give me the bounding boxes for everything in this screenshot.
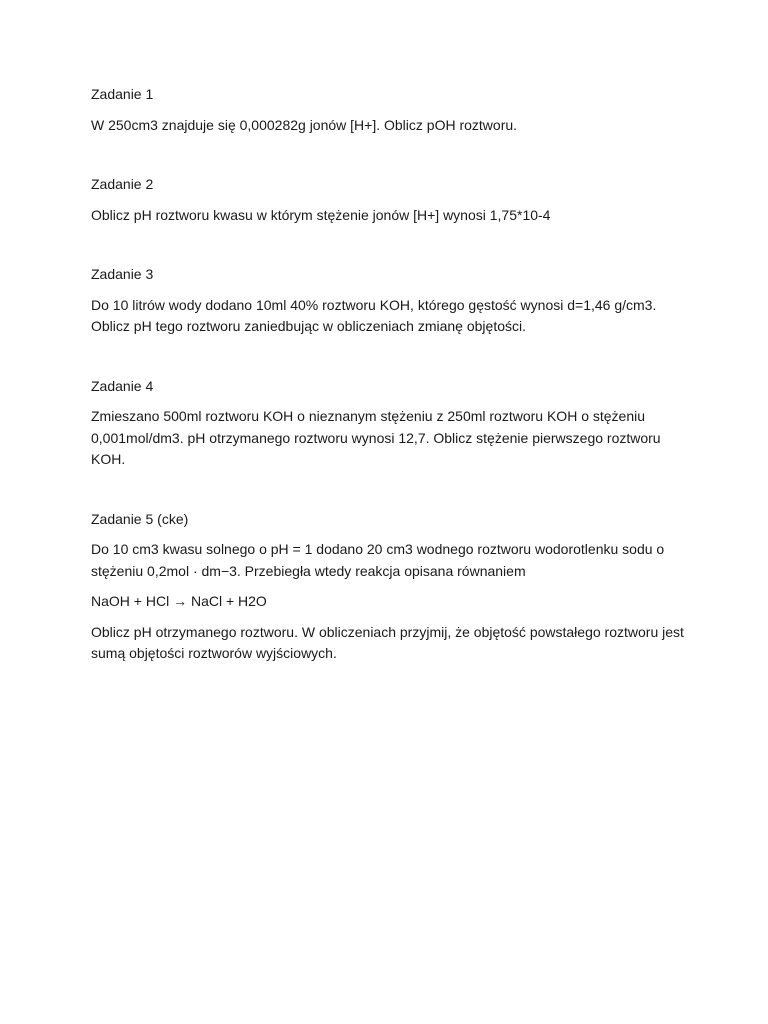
task-text: Oblicz pH roztworu kwasu w którym stężenie jonów [H+] wynosi 1,75*10-4: [91, 206, 551, 223]
task-3: [91, 264, 691, 338]
task-title: Zadanie 2: [91, 176, 154, 192]
task-5: [91, 509, 691, 665]
reaction-equation: NaOH + HCl → NaCl + H2O: [91, 593, 267, 609]
task-4: [91, 376, 691, 471]
task-title: Zadanie 5 (cke): [91, 510, 189, 527]
task-text: W 250cm3 znajduje się 0,000282g jonów [H+]. Oblicz pOH roztworu.: [91, 116, 518, 133]
task-text: Do 10 cm3 kwasu solnego o pH = 1 dodano 20 cm3 wodnego roztworu wodorotlenku sodu o stężeniu 0,2mol · dm−3. Przebiegła wtedy reakcja opisana równaniem: [91, 541, 665, 579]
document-page: [91, 84, 691, 703]
task-2: [91, 174, 691, 226]
task-title: Zadanie 4: [91, 377, 154, 394]
task-text: Zmieszano 500ml roztworu KOH o nieznanym stężeniu z 250ml roztworu KOH o stężeniu 0,001mol/dm3. pH otrzymanego roztworu wynosi 12,7. Oblicz stężenie pierwszego roztworu KOH.: [91, 408, 661, 467]
task-text: Do 10 litrów wody dodano 10ml 40% roztworu KOH, którego gęstość wynosi d=1,46 g/cm3. Oblicz pH tego roztworu zaniedbując w obliczeniach zmianę objętości.: [91, 296, 657, 334]
task-1: [91, 84, 691, 136]
task-text: Oblicz pH otrzymanego roztworu. W obliczeniach przyjmij, że objętość powstałego roztworu jest sumą objętości roztworów wyjściowych.: [91, 623, 684, 661]
task-title: Zadanie 3: [91, 266, 154, 282]
task-title: Zadanie 1: [91, 86, 154, 102]
